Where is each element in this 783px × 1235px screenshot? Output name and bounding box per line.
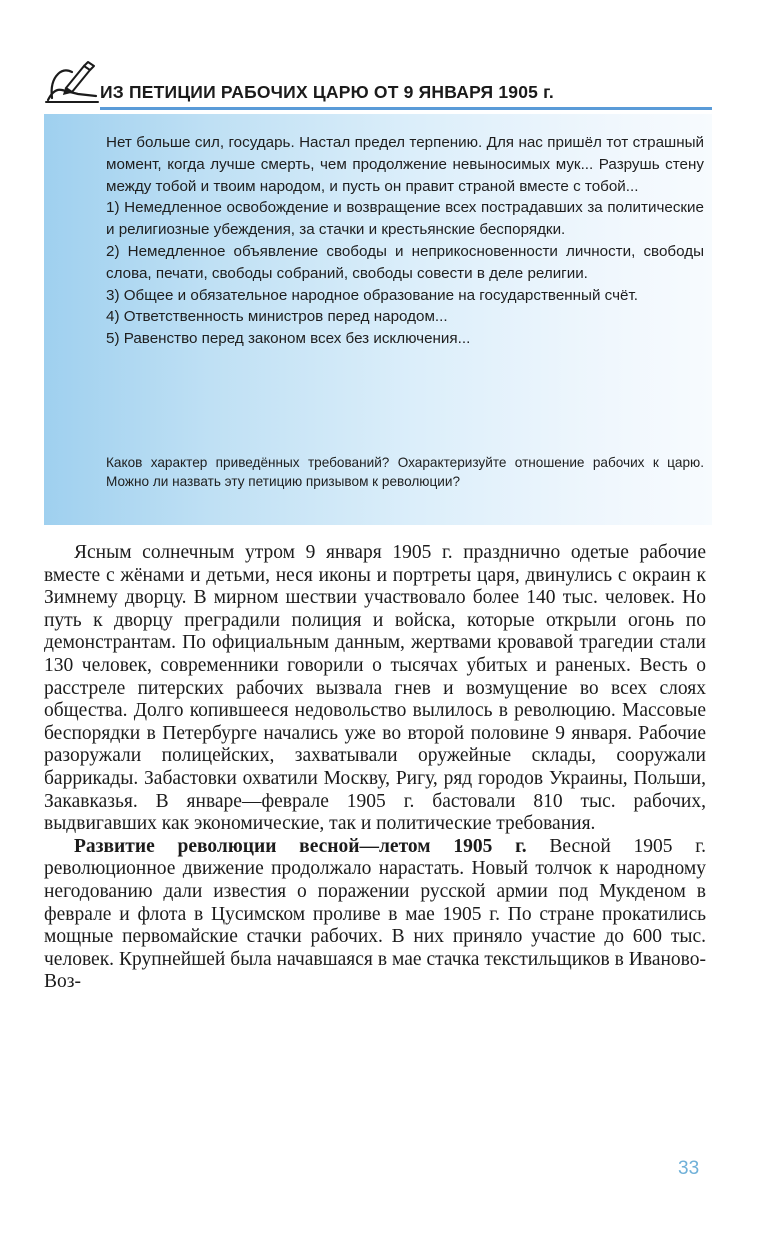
section-header bbox=[44, 60, 712, 110]
body-paragraph-2 bbox=[44, 836, 706, 994]
petition-demand-4: 4) Ответственность министров перед народом... bbox=[106, 308, 448, 326]
petition-demand-3: 3) Общее и обязательное народное образование на государственный счёт. bbox=[106, 286, 638, 304]
section-title: ИЗ ПЕТИЦИИ РАБОЧИХ ЦАРЮ ОТ 9 ЯНВАРЯ 1905 г. bbox=[100, 82, 554, 102]
body-paragraph: Ясным солнечным утром 9 января 1905 г. празднично одетые рабочие вместе с жёнами и детьми, неся иконы и портреты царя, двинулись с окраин к Зимнему дворцу. В мирном шествии участвовало более 140 тыс. человек. Но путь к дворцу преградили полиция и войска, которые открыли огонь по демонстрантам. По официальным данным, жертвами кровавой трагедии стали 130 человек, современники говорили о тысячах убитых и раненых. Весть о расстреле питерских рабочих вызвала гнев и возмущение во всех слоях общества. Долго копившееся недовольство вылилось в революцию. Массовые беспорядки в Петербурге начались уже во второй половине 9 января. Рабочие разоружали полицейских, захватывали оружейные склады, сооружали баррикады. Забастовки охватили Москву, Ригу, ряд городов Украины, Польши, Закавказья. В январе—феврале 1905 г. бастовали 810 тыс. рабочих, выдвигавших как экономические, так и политические требования. bbox=[44, 542, 706, 835]
petition-demand-2: 2) Немедленное объявление свободы и неприкосновенности личности, свободы слова, печати, свободы собраний, свободы совести в деле религии. bbox=[106, 242, 704, 282]
review-question: Каков характер приведённых требований? Охарактеризуйте отношение рабочих к царю. Можно ли назвать эту петицию призывом к революции? bbox=[106, 455, 704, 489]
petition-demand-5: 5) Равенство перед законом всех без исключения... bbox=[106, 330, 471, 348]
title-underline bbox=[100, 107, 712, 110]
page-number: 33 bbox=[678, 1158, 700, 1179]
pen-writing-icon bbox=[44, 60, 100, 104]
petition-intro: Нет больше сил, государь. Настал предел терпению. Для нас пришёл тот страшный момент, когда лучше смерть, чем продолжение невыносимых мук... Разрушь стену между тобой и твоим народом, и пусть он правит страной вместе с тобой... bbox=[106, 134, 704, 195]
subheading: Развитие революции весной—летом 1905 г. bbox=[74, 835, 527, 857]
main-text bbox=[44, 542, 706, 994]
body-paragraph-2-text: Весной 1905 г. революционное движение продолжало нарастать. Новый толчок к народному негодованию дали известия о поражении русской армии под Мукденом в феврале и флота в Цусимском проливе в мае 1905 г. По стране прокатились мощные первомайские стачки рабочих. В них приняло участие до 600 тыс. человек. Крупнейшей была начавшаяся в мае стачка текстильщиков в Иваново-Воз- bbox=[44, 835, 706, 993]
petition-demand-1: 1) Немедленное освобождение и возвращение всех пострадавших за политические и религиозные убеждения, за стачки и крестьянские беспорядки. bbox=[106, 199, 704, 239]
petition-source-box bbox=[44, 114, 712, 525]
petition-text bbox=[106, 132, 704, 350]
